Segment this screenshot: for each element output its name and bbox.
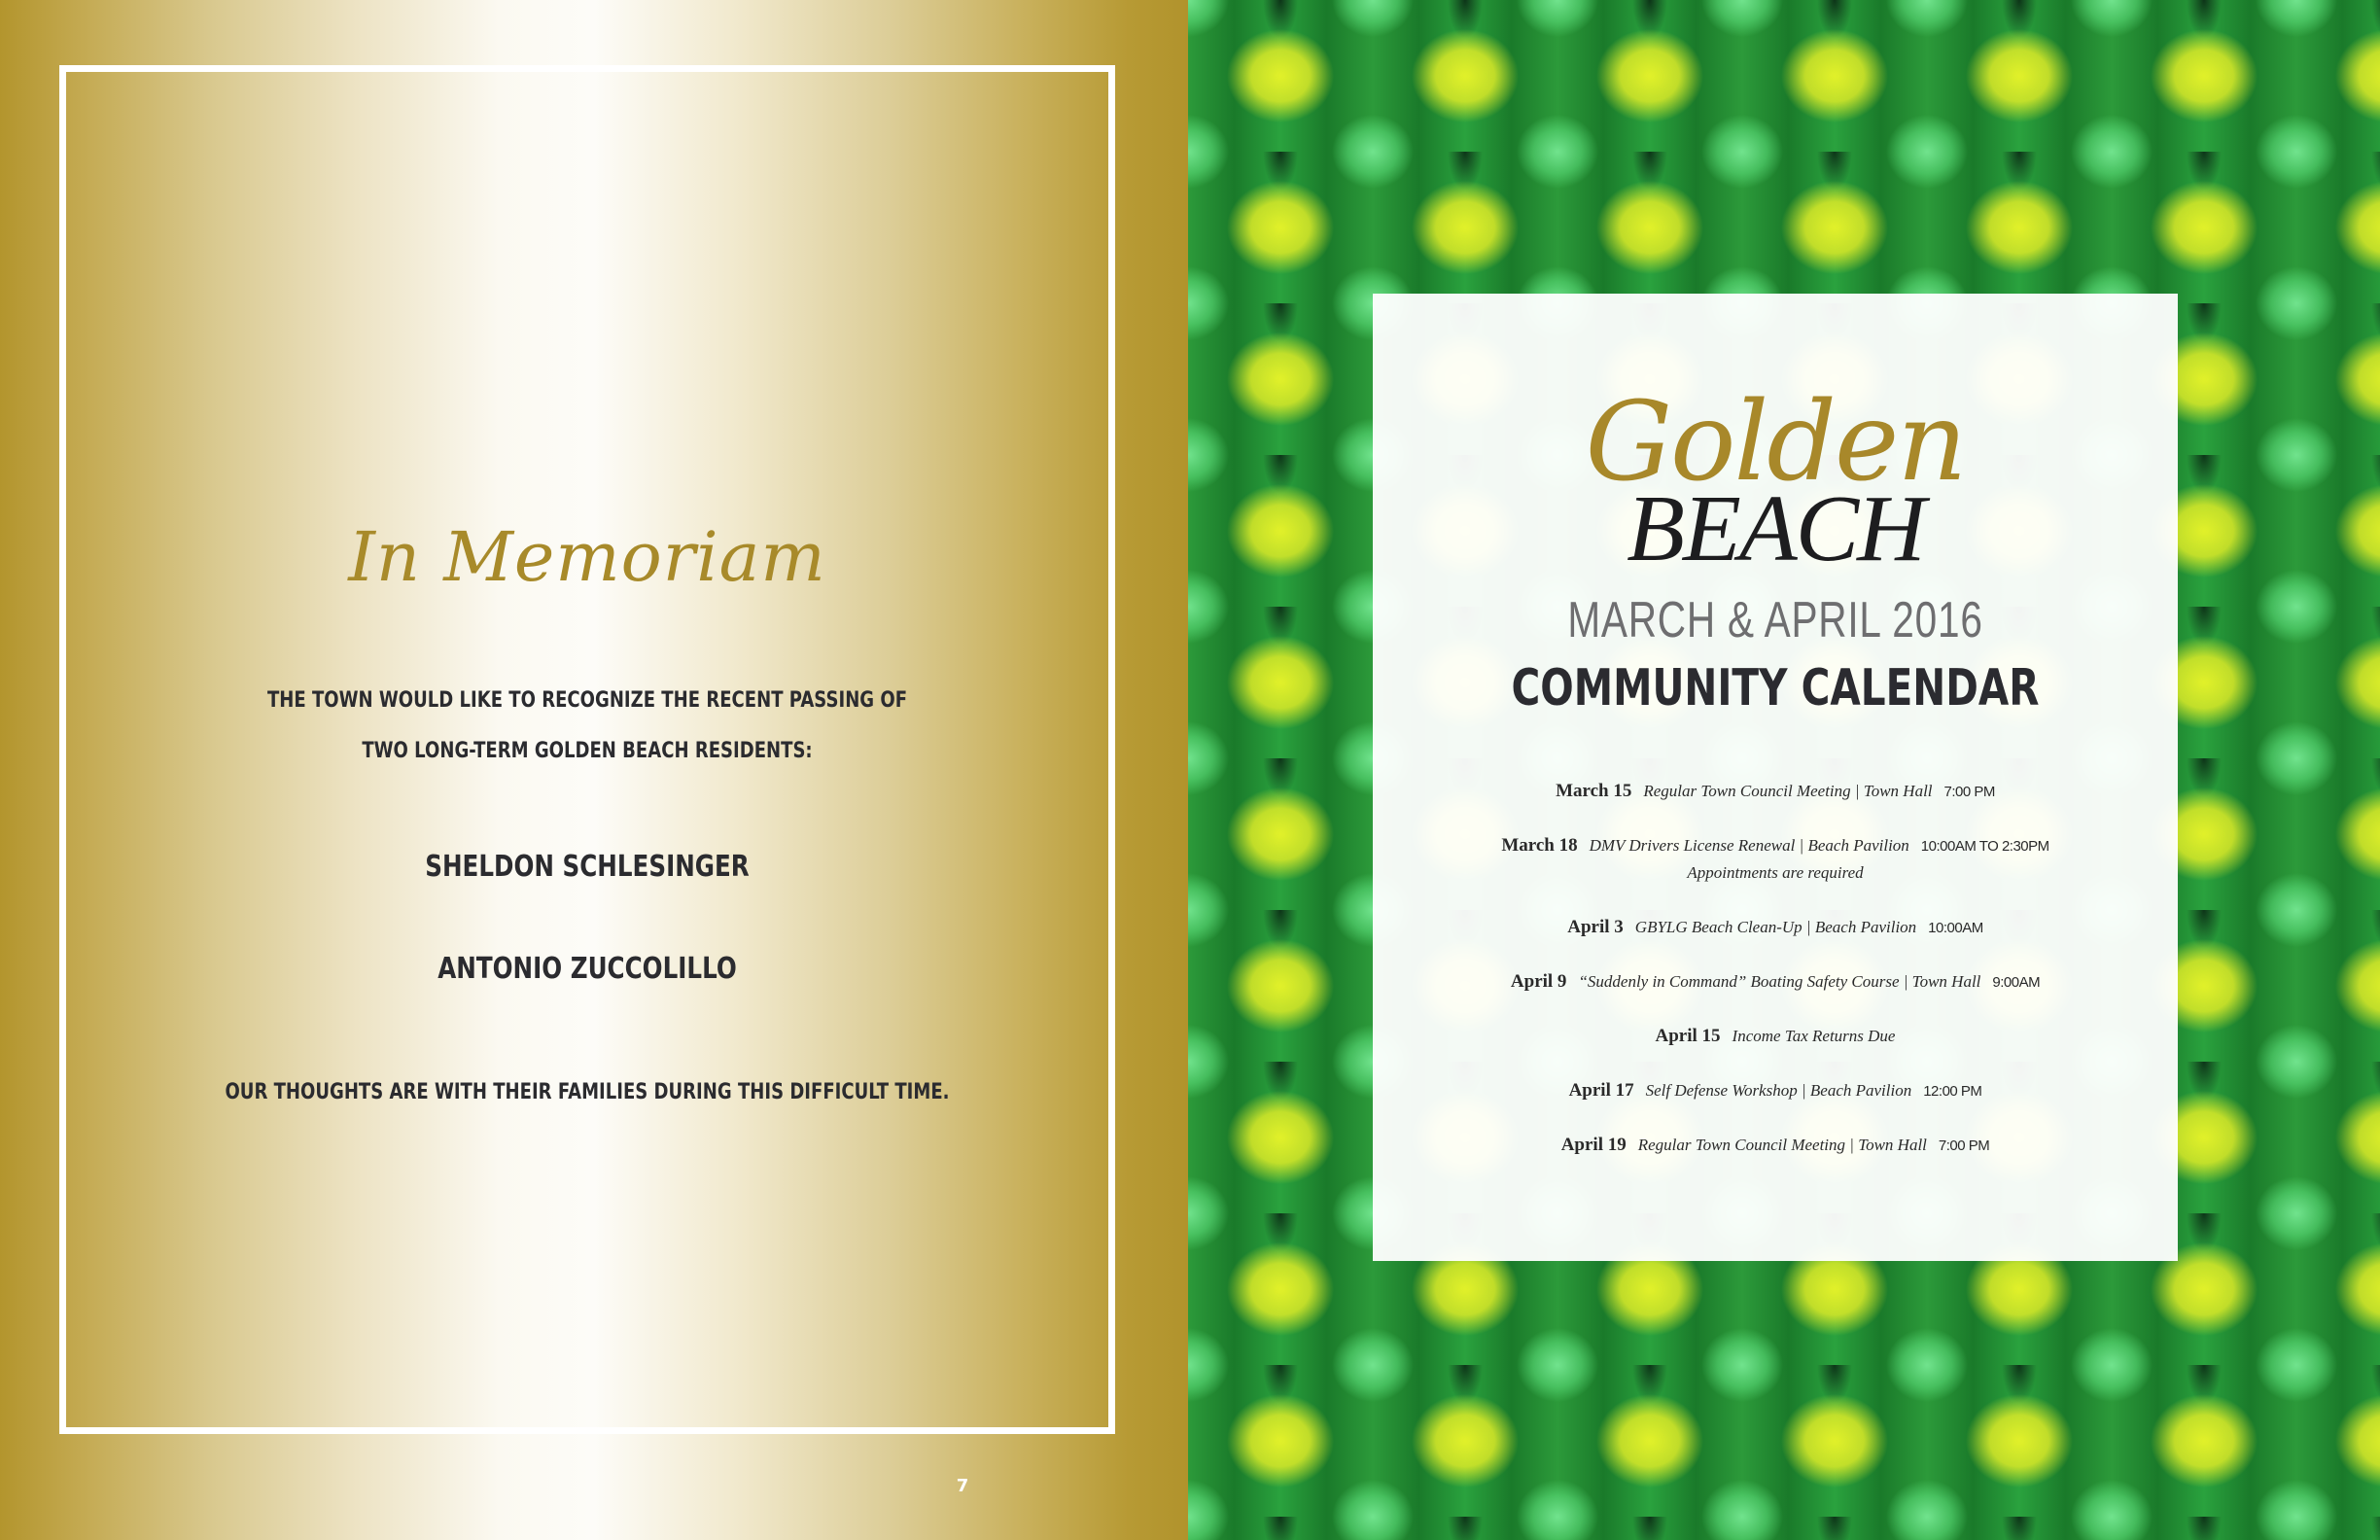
event-date: April 3: [1567, 917, 1624, 937]
event-item: [1373, 832, 2178, 914]
event-date: April 9: [1510, 971, 1567, 992]
event-date: March 15: [1556, 781, 1632, 801]
event-time: 10:00AM: [1928, 920, 1983, 936]
memoriam-page: [0, 0, 1188, 1540]
event-date: March 18: [1501, 835, 1578, 856]
event-description: Regular Town Council Meeting | Town Hall: [1643, 782, 1933, 800]
event-item: [1373, 1023, 2178, 1077]
event-description: GBYLG Beach Clean-Up | Beach Pavilion: [1634, 918, 1917, 936]
calendar-card: [1373, 294, 2178, 1261]
logo-beach-caps: BEACH: [1627, 476, 1924, 581]
event-time: 7:00 PM: [1938, 1138, 1990, 1154]
memoriam-intro-line-2: TWO LONG-TERM GOLDEN BEACH RESIDENTS:: [362, 739, 813, 763]
event-description: Income Tax Returns Due: [1732, 1027, 1896, 1045]
page-number: 7: [956, 1476, 969, 1496]
event-time: 9:00AM: [1992, 974, 2041, 991]
event-time: 7:00 PM: [1943, 784, 1995, 800]
calendar-heading: COMMUNITY CALENDAR: [1511, 659, 2040, 718]
event-list: [1373, 778, 2178, 1186]
memoriam-name: ANTONIO ZUCCOLILLO: [438, 952, 737, 986]
memoriam-intro-line-1: THE TOWN WOULD LIKE TO RECOGNIZE THE RECENT PASSING OF: [266, 688, 908, 713]
event-description: DMV Drivers License Renewal | Beach Pavilion: [1589, 836, 1909, 855]
event-item: [1373, 1077, 2178, 1132]
event-note: Appointments are required: [1687, 863, 1864, 882]
memoriam-frame: [59, 65, 1115, 1434]
event-time: 10:00AM TO 2:30PM: [1920, 838, 2049, 855]
event-date: April 17: [1568, 1080, 1634, 1101]
event-description: Self Defense Workshop | Beach Pavilion: [1645, 1081, 1912, 1100]
memoriam-closing: OUR THOUGHTS ARE WITH THEIR FAMILIES DURING THIS DIFFICULT TIME.: [225, 1080, 950, 1104]
event-time: 12:00 PM: [1923, 1083, 1982, 1100]
event-date: April 19: [1560, 1135, 1627, 1155]
event-item: [1373, 968, 2178, 1023]
event-item: [1373, 914, 2178, 968]
event-description: Regular Town Council Meeting | Town Hall: [1637, 1136, 1927, 1154]
event-date: April 15: [1655, 1026, 1721, 1046]
calendar-period: MARCH & APRIL 2016: [1567, 592, 1983, 648]
event-description: “Suddenly in Command” Boating Safety Course | Town Hall: [1578, 972, 1981, 991]
logo-golden-script: Golden: [1585, 379, 1966, 506]
memoriam-title: In Memoriam: [348, 517, 826, 597]
event-item: [1373, 778, 2178, 832]
memoriam-name: SHELDON SCHLESINGER: [425, 850, 750, 884]
event-item: [1373, 1132, 2178, 1186]
